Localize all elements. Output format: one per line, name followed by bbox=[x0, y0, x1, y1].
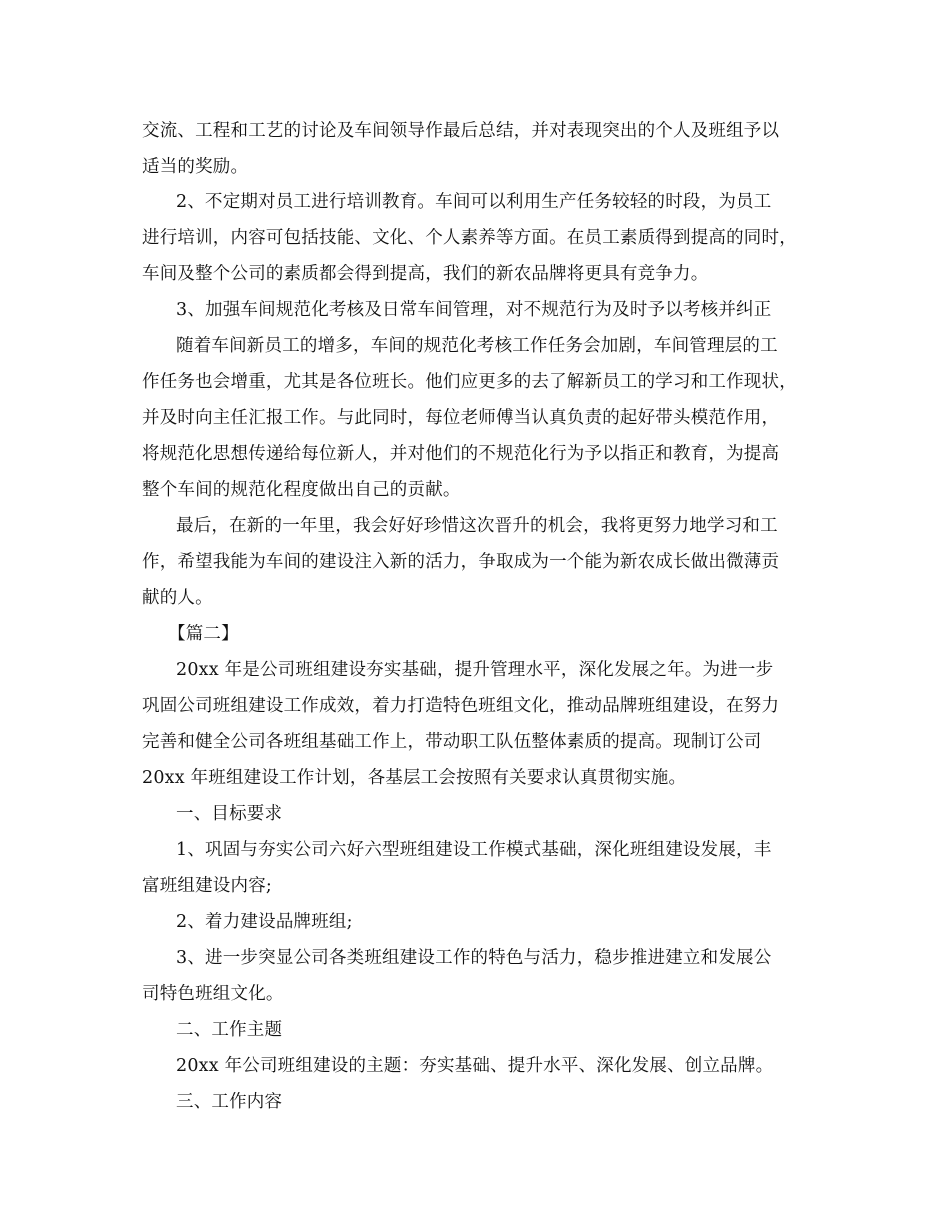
text-line: 3、加强车间规范化考核及日常车间管理，对不规范行为及时予以考核并纠正 bbox=[176, 300, 772, 320]
text-line: 最后，在新的一年里，我会好好珍惜这次晋升的机会，我将更努力地学习和工 bbox=[176, 516, 778, 536]
text-line: 20xx 年班组建设工作计划，各基层工会按照有关要求认真贯彻实施。 bbox=[142, 768, 687, 788]
text-line: 2、不定期对员工进行培训教育。车间可以利用生产任务较轻的时段，为员工 bbox=[176, 192, 772, 212]
text-line: 适当的奖励。 bbox=[142, 157, 249, 177]
text-line: 进行培训，内容可包括技能、文化、个人素养等方面。在员工素质得到提高的同时， bbox=[142, 228, 797, 248]
text-line: 车间及整个公司的素质都会得到提高，我们的新农品牌将更具有竞争力。 bbox=[142, 264, 709, 284]
text-line: 并及时向主任汇报工作。与此同时，每位老师傅当认真负责的起好带头模范作用， bbox=[142, 408, 780, 428]
text-line: 随着车间新员工的增多，车间的规范化考核工作任务会加剧，车间管理层的工 bbox=[176, 336, 778, 356]
text-line: 作，希望我能为车间的建设注入新的活力，争取成为一个能为新农成长做出微薄贡 bbox=[142, 552, 780, 572]
text-line: 20xx 年公司班组建设的主题：夯实基础、提升水平、深化发展、创立品牌。 bbox=[176, 1056, 774, 1076]
subsection-heading: 一、目标要求 bbox=[176, 804, 283, 824]
text-line: 献的人。 bbox=[142, 588, 213, 608]
text-line: 20xx 年是公司班组建设夯实基础，提升管理水平，深化发展之年。为进一步 bbox=[176, 660, 774, 680]
text-line: 完善和健全公司各班组基础工作上，带动职工队伍整体素质的提高。现制订公司 bbox=[142, 732, 762, 752]
text-line: 将规范化思想传递给每位新人，并对他们的不规范化行为予以指正和教育，为提高 bbox=[142, 444, 780, 464]
text-line: 1、巩固与夯实公司六好六型班组建设工作模式基础，深化班组建设发展，丰 bbox=[176, 840, 772, 860]
subsection-heading: 三、工作内容 bbox=[176, 1092, 283, 1112]
text-line: 巩固公司班组建设工作成效，着力打造特色班组文化，推动品牌班组建设，在努力 bbox=[142, 696, 780, 716]
text-line: 2、着力建设品牌班组; bbox=[176, 912, 353, 932]
section-heading: 【篇二】 bbox=[168, 624, 239, 644]
text-line: 3、进一步突显公司各类班组建设工作的特色与活力，稳步推进建立和发展公 bbox=[176, 948, 772, 968]
text-line: 整个车间的规范化程度做出自己的贡献。 bbox=[142, 480, 461, 500]
text-line: 司特色班组文化。 bbox=[142, 984, 284, 1004]
text-line: 富班组建设内容; bbox=[142, 876, 272, 896]
text-line: 作任务也会增重，尤其是各位班长。他们应更多的去了解新员工的学习和工作现状， bbox=[142, 372, 797, 392]
subsection-heading: 二、工作主题 bbox=[176, 1020, 283, 1040]
text-line: 交流、工程和工艺的讨论及车间领导作最后总结，并对表现突出的个人及班组予以 bbox=[142, 121, 780, 141]
